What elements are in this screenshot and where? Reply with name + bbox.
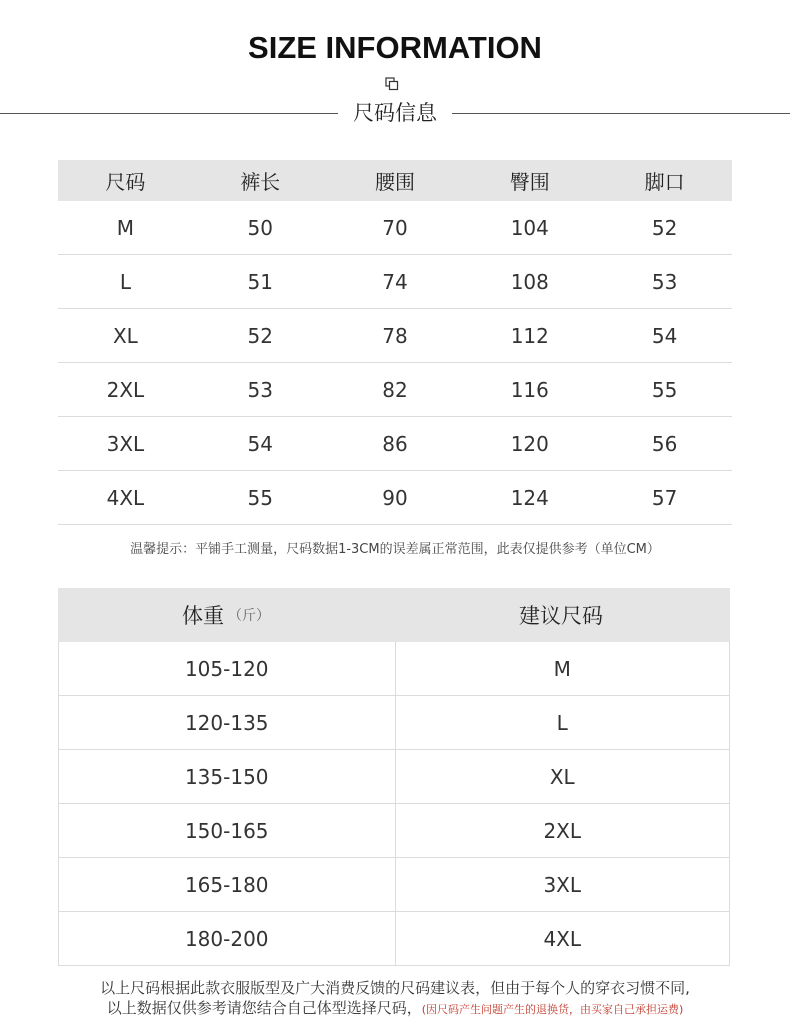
table-cell: 2XL bbox=[106, 377, 145, 402]
table-cell: 108 bbox=[510, 269, 549, 294]
size-table bbox=[58, 160, 732, 525]
table-cell: 120-135 bbox=[59, 696, 396, 749]
footer-line-2-text: 以上数据仅供参考请您结合自己体型选择尺码， bbox=[106, 999, 422, 1017]
header-cell-weight bbox=[58, 588, 394, 642]
table-cell: 57 bbox=[651, 485, 678, 510]
table-row bbox=[58, 255, 732, 309]
table-cell: XL bbox=[549, 764, 575, 789]
table-cell: 124 bbox=[510, 485, 549, 510]
table-row bbox=[58, 309, 732, 363]
table-cell: 150-165 bbox=[59, 804, 396, 857]
table-cell: 51 bbox=[247, 269, 273, 294]
table-row bbox=[58, 642, 730, 696]
header-cell-size: 建议尺码 bbox=[519, 604, 603, 628]
table-cell: 4XL bbox=[543, 926, 582, 951]
subtitle: 尺码信息 bbox=[353, 101, 437, 125]
table-cell: 74 bbox=[382, 269, 408, 294]
table-cell: 50 bbox=[247, 215, 273, 240]
weight-unit: （斤） bbox=[228, 608, 270, 624]
table-cell: 55 bbox=[651, 377, 678, 402]
table-row bbox=[58, 201, 732, 255]
header-cell: 脚口 bbox=[644, 170, 685, 194]
size-table-header bbox=[58, 160, 732, 201]
table-cell: 120 bbox=[510, 431, 549, 456]
table-row bbox=[58, 363, 732, 417]
divider-left bbox=[0, 113, 338, 114]
table-cell: 53 bbox=[651, 269, 678, 294]
table-cell: 180-200 bbox=[59, 912, 396, 965]
table-cell: 112 bbox=[510, 323, 549, 348]
table-cell: 165-180 bbox=[59, 858, 396, 911]
table-row bbox=[58, 417, 732, 471]
table-row bbox=[58, 804, 730, 858]
divider-right bbox=[452, 113, 790, 114]
table-cell: 3XL bbox=[543, 872, 582, 897]
table-cell: 52 bbox=[247, 323, 273, 348]
footer-disclaimer: (因尺码产生问题产生的退换货，由买家自己承担运费) bbox=[421, 1003, 684, 1016]
table-cell: 54 bbox=[651, 323, 678, 348]
table-cell: 105-120 bbox=[59, 642, 396, 695]
table-cell: 116 bbox=[510, 377, 549, 402]
weight-table-header bbox=[58, 588, 730, 642]
table-cell: 70 bbox=[382, 215, 408, 240]
header-cell: 腰围 bbox=[374, 170, 415, 194]
table-cell: 55 bbox=[247, 485, 273, 510]
table-cell: 53 bbox=[247, 377, 273, 402]
table-cell: 4XL bbox=[106, 485, 145, 510]
table-row bbox=[58, 858, 730, 912]
footer-line-1: 以上尺码根据此款衣服版型及广大消费反馈的尺码建议表，但由于每个人的穿衣习惯不同, bbox=[100, 979, 690, 997]
header-cell: 尺码 bbox=[105, 170, 146, 194]
table-row bbox=[58, 471, 732, 525]
table-cell: 56 bbox=[651, 431, 678, 456]
header-cell: 臀围 bbox=[509, 170, 550, 194]
table-cell: 90 bbox=[382, 485, 408, 510]
measurement-note: 温馨提示：平铺手工测量，尺码数据1-3CM的误差属正常范围，此表仅提供参考（单位CM） bbox=[130, 542, 660, 557]
table-cell: 54 bbox=[247, 431, 273, 456]
footer-line-2 bbox=[0, 997, 790, 1018]
table-cell: L bbox=[119, 269, 131, 294]
table-cell: M bbox=[553, 656, 571, 681]
weight-table bbox=[58, 588, 730, 966]
table-cell: L bbox=[556, 710, 568, 735]
table-row bbox=[58, 696, 730, 750]
layers-icon bbox=[385, 77, 399, 91]
table-cell: XL bbox=[112, 323, 138, 348]
table-cell: 2XL bbox=[543, 818, 582, 843]
subtitle-row bbox=[0, 96, 790, 130]
table-cell: 52 bbox=[651, 215, 678, 240]
table-row bbox=[58, 750, 730, 804]
table-cell: M bbox=[116, 215, 135, 240]
table-cell: 82 bbox=[382, 377, 408, 402]
table-cell: 135-150 bbox=[59, 750, 396, 803]
table-cell: 78 bbox=[382, 323, 408, 348]
table-cell: 3XL bbox=[106, 431, 145, 456]
weight-label: 体重 bbox=[182, 604, 224, 628]
table-row bbox=[58, 912, 730, 966]
header-cell: 裤长 bbox=[240, 170, 281, 194]
table-cell: 86 bbox=[382, 431, 408, 456]
table-cell: 104 bbox=[510, 215, 549, 240]
page-title: SIZE INFORMATION bbox=[248, 30, 542, 65]
